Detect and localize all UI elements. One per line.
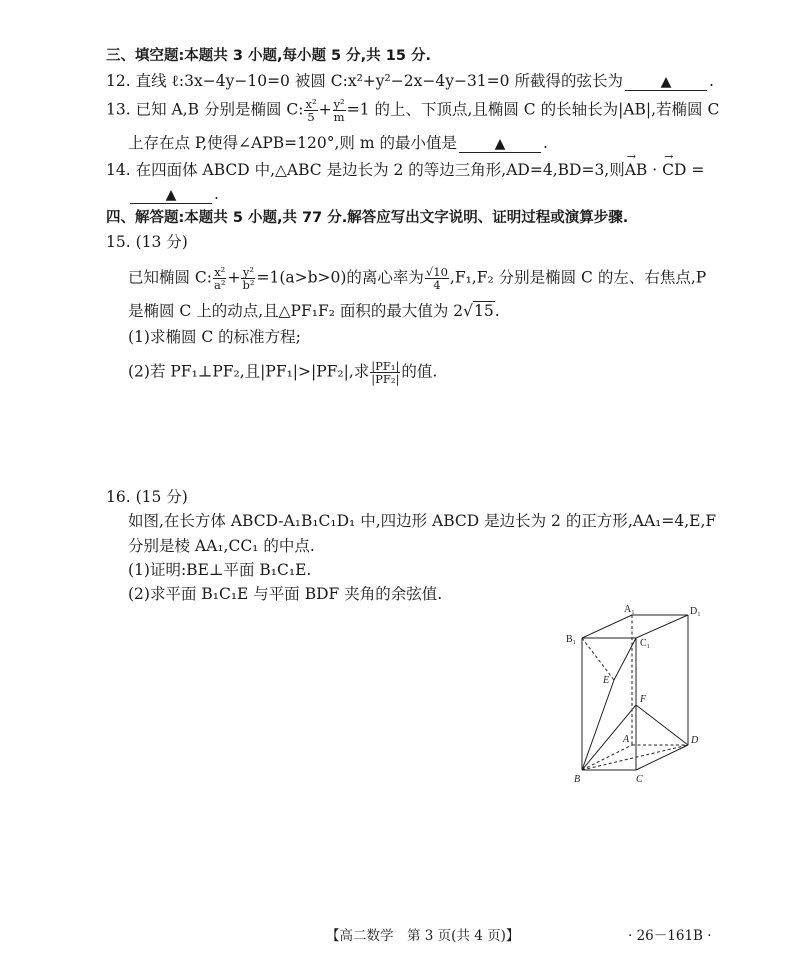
question-15-part2: (2)若 PF₁⊥PF₂,且|PF₁|>|PF₂|,求 $\frac{\text{|PF₁|}}{\text{|PF₂|}}$ 的值. (128, 359, 438, 386)
q13-prefix: 13. 已知 A,B 分别是椭圆 C: (106, 100, 304, 119)
q15-fraction-x: $\frac{\text{x²}}{\text{a²}}$ (214, 265, 226, 292)
question-16-line1: 如图,在长方体 ABCD-A₁B₁C₁D₁ 中,四边形 ABCD 是边长为 2 的正方形,AA₁=4,E,F (128, 512, 717, 530)
question-16-line2: 分别是棱 AA₁,CC₁ 的中点. (128, 537, 315, 555)
q15-sqrt: 15 (474, 302, 494, 320)
prism-diagram (556, 598, 708, 786)
label-b: B (574, 774, 581, 785)
segment-f-d (636, 705, 688, 745)
label-e: E (603, 675, 610, 686)
footer-code: · 26－161B · (628, 928, 712, 944)
question-16-part2: (2)求平面 B₁C₁E 与平面 BDF 夹角的余弦值. (128, 585, 443, 603)
blank-triangle-icon: ▲ (165, 187, 177, 203)
q12-end: . (708, 72, 714, 90)
question-14: 14. 在四面体 ABCD 中,△ABC 是边长为 2 的等边三角形,AD=4,BD=3,则→ AB · → CD = (106, 160, 704, 180)
vector-ab: → AB (625, 160, 648, 180)
label-b1: B₁ (566, 634, 577, 645)
question-12 (106, 71, 714, 91)
vector-cd: → CD (662, 160, 686, 180)
q14-answer-blank (130, 186, 212, 204)
label-c1: C₁ (640, 638, 651, 649)
segment-c1-e (614, 638, 636, 680)
edge-c1-d1 (636, 615, 688, 638)
edge-a1-b1 (582, 615, 632, 638)
q13-suffix: =1 的上、下顶点,且椭圆 C 的长轴长为|AB|,若椭圆 C (346, 100, 720, 119)
blank-triangle-icon: ▲ (660, 74, 672, 90)
label-d1: D₁ (690, 606, 701, 617)
question-15-line2: 是椭圆 C 上的动点,且△PF₁F₂ 面积的最大值为 2√15. (128, 302, 500, 320)
question-15-line1: 已知椭圆 C: $\frac{\text{x²}}{\text{a²}}$ + $\frac{\text{y²}}{\text{b²}}$ =1(a>b>0)的离心率为 $\frac{√10}{4}$ ,F₁,F₂ 分别是椭圆 C 的左、右焦点,P (128, 265, 707, 292)
question-15-header: 15. (13 分) (106, 233, 188, 251)
label-a1: A₁ (624, 604, 635, 615)
label-c: C (636, 774, 643, 785)
footer-page-info: 【高二数学 第 3 页(共 4 页)】 (326, 928, 520, 944)
q13-fraction-x: $\frac{\text{x²}}{5}$ (305, 97, 317, 124)
prism-figure (556, 598, 708, 786)
label-a: A (623, 734, 630, 745)
hidden-segment-b1-e (582, 638, 614, 680)
question-13-line2: 上存在点 P,使得∠APB=120°,则 m 的最小值是 ▲ . (128, 134, 548, 152)
q13-answer-blank (459, 135, 541, 153)
q12-answer-blank (625, 73, 707, 91)
q15-fraction-y: $\frac{\text{y²}}{\text{b²}}$ (242, 265, 255, 292)
label-f: F (640, 694, 647, 705)
q15-eccentricity: $\frac{√10}{4}$ (425, 265, 448, 292)
label-d: D (691, 735, 699, 746)
question-13: 13. 已知 A,B 分别是椭圆 C: $\frac{\text{x²}}{5}$ + $\frac{\text{y²}}{m}$ =1 的上、下顶点,且椭圆 C 的长轴长为|AB|,若椭圆 C (106, 97, 720, 124)
blank-triangle-icon: ▲ (494, 136, 506, 152)
question-15-part1: (1)求椭圆 C 的标准方程; (128, 328, 301, 346)
question-16-header: 16. (15 分) (106, 488, 188, 506)
q13-fraction-y: $\frac{\text{y²}}{m}$ (333, 97, 345, 124)
question-16-part1: (1)证明:BE⊥平面 B₁C₁E. (128, 561, 312, 579)
q15-ratio-fraction: $\frac{\text{|PF₁|}}{\text{|PF₂|}}$ (371, 359, 400, 386)
q12-text: 12. 直线 ℓ:3x−4y−10=0 被圆 C:x²+y²−2x−4y−31=0 所截得的弦长为 (106, 72, 623, 90)
section-answer-heading: 四、解答题:本题共 5 小题,共 77 分.解答应写出文字说明、证明过程或演算步骤. (106, 210, 629, 226)
question-14-line2: ▲ . (128, 184, 219, 204)
edge-c-d (636, 745, 688, 770)
hidden-segment-b-d (582, 745, 688, 770)
section-fill-in-heading: 三、填空题:本题共 3 小题,每小题 5 分,共 15 分. (106, 48, 431, 64)
